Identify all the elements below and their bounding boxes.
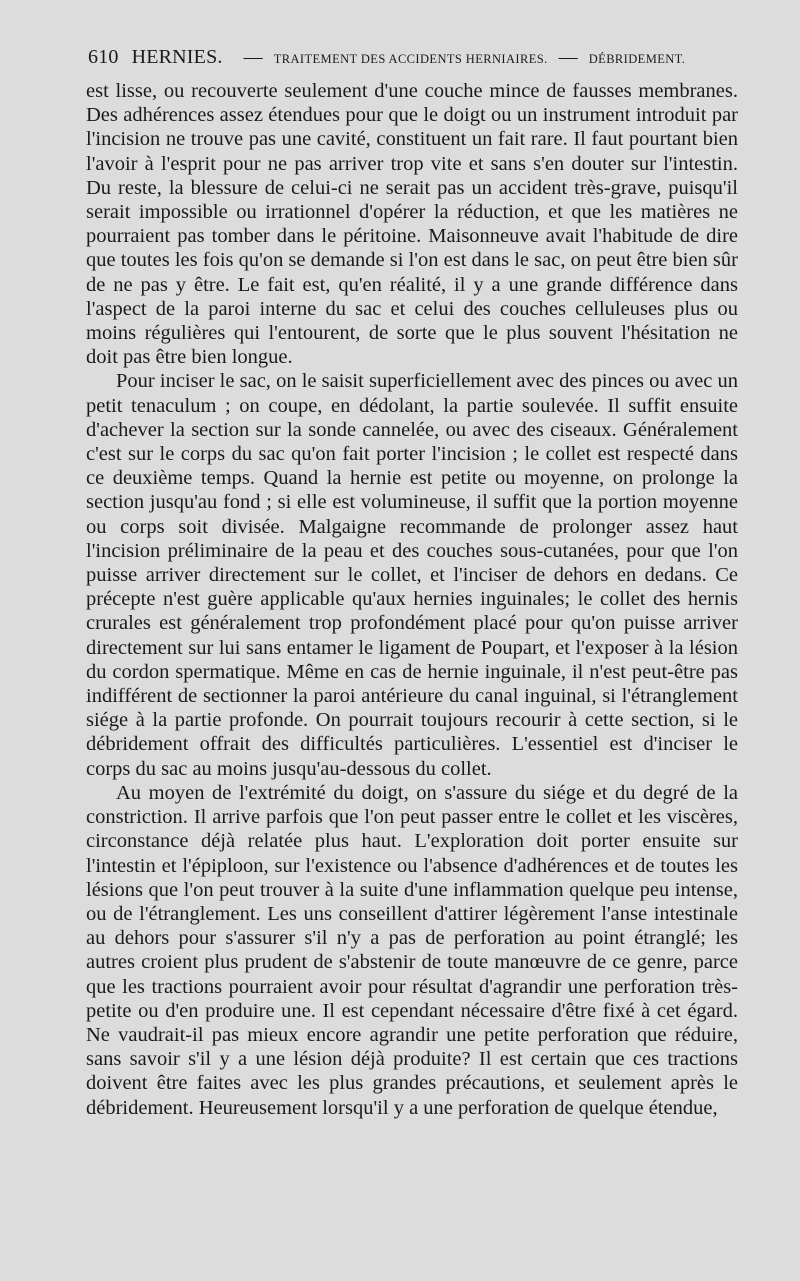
page-number: 610 [88,46,119,68]
paragraph: Au moyen de l'extrémité du doigt, on s'assure du siége et du degré de la constriction. Il arrive parfois que l'on peut passer entre le collet et les viscères, circonstance déjà relatée plus haut. L'exploration doit porter ensuite sur l'intestin et l'épiploon, sur l'existence ou l'absence d'adhérences et de toutes les lésions que l'on peut trouver à la suite d'une inflammation quelque peu intense, ou de l'étranglement. Les uns conseillent d'attirer légèrement l'anse intestinale au dehors pour s'assurer s'il n'y a pas de perforation au point étranglé; les autres croient plus prudent de s'abstenir de toute manœuvre de ce genre, parce que les tractions pourraient avoir pour résultat d'agrandir une perforation très-petite ou d'en produire une. Il est cependant nécessaire d'être fixé à cet égard. Ne vaudrait-il pas mieux encore agrandir une petite perforation que réduire, sans savoir s'il y a une lésion déjà produite? Il est certain que ces tractions doivent être faites avec les plus grandes précautions, et seulement après le débridement. Heureusement lorsqu'il y a une perforation de quelque étendue, [86,781,738,1119]
running-subtitle-section: TRAITEMENT DES ACCIDENTS HERNIAIRES. [273,52,548,66]
paragraph: est lisse, ou recouverte seulement d'une couche mince de fausses membranes. Des adhérences assez étendues pour que le doigt ou un instrument introduit par l'incision ne trouve pas une cavité, constituent un fait rare. Il faut pourtant bien l'avoir à l'esprit pour ne pas arriver trop vite et sans s'en douter sur l'intestin. Du reste, la blessure de celui-ci ne serait pas un accident très-grave, puisqu'il serait impossible ou irrationnel d'opérer la réduction, et que les matières ne pourraient pas tomber dans le péritoine. Maisonneuve avait l'habitude de dire que toutes les fois qu'on se demande si l'on est dans le sac, on peut être bien sûr de ne pas y être. Le fait est, qu'en réalité, il y a une grande différence dans l'aspect de la paroi interne du sac et celui des couches celluleuses plus ou moins régulières qui l'entourent, de sorte que le plus souvent l'hésitation ne doit pas être bien longue. [86,80,738,369]
header-dash: — [558,47,578,68]
header-dash: — [243,47,263,68]
running-title: HERNIES. [131,46,223,68]
running-header [88,46,738,74]
paragraph: Pour inciser le sac, on le saisit superficiellement avec des pinces ou avec un petit tenaculum ; on coupe, en dédolant, la partie soulevée. Il suffit ensuite d'achever la section sur la sonde cannelée, ou avec des ciseaux. Généralement c'est sur le corps du sac qu'on fait porter l'incision ; le collet est respecté dans ce deuxième temps. Quand la hernie est petite ou moyenne, on prolonge la section jusqu'au fond ; si elle est volumineuse, il suffit que la portion moyenne ou corps soit divisée. Malgaigne recommande de prolonger assez haut l'incision préliminaire de la peau et des couches sous-cutanées, pour que l'on puisse arriver directement sur le collet, et l'inciser de dehors en dedans. Ce précepte n'est guère applicable qu'aux hernies inguinales; le collet des hernis crurales est généralement trop profondément placé pour qu'on puisse arriver directement sur lui sans entamer le ligament de Poupart, et l'exposer à la lésion du cordon spermatique. Même en cas de hernie inguinale, il n'est peut-être pas indifférent de sectionner la paroi antérieure du canal inguinal, si l'étranglement siége à la partie profonde. On pourrait toujours recourir à cette section, si le débridement offrait des difficultés particulières. L'essentiel est d'inciser le corps du sac au moins jusqu'au-dessous du collet. [86,370,738,780]
running-subtitle-topic: DÉBRIDEMENT. [588,52,686,66]
body-text [86,79,738,1120]
